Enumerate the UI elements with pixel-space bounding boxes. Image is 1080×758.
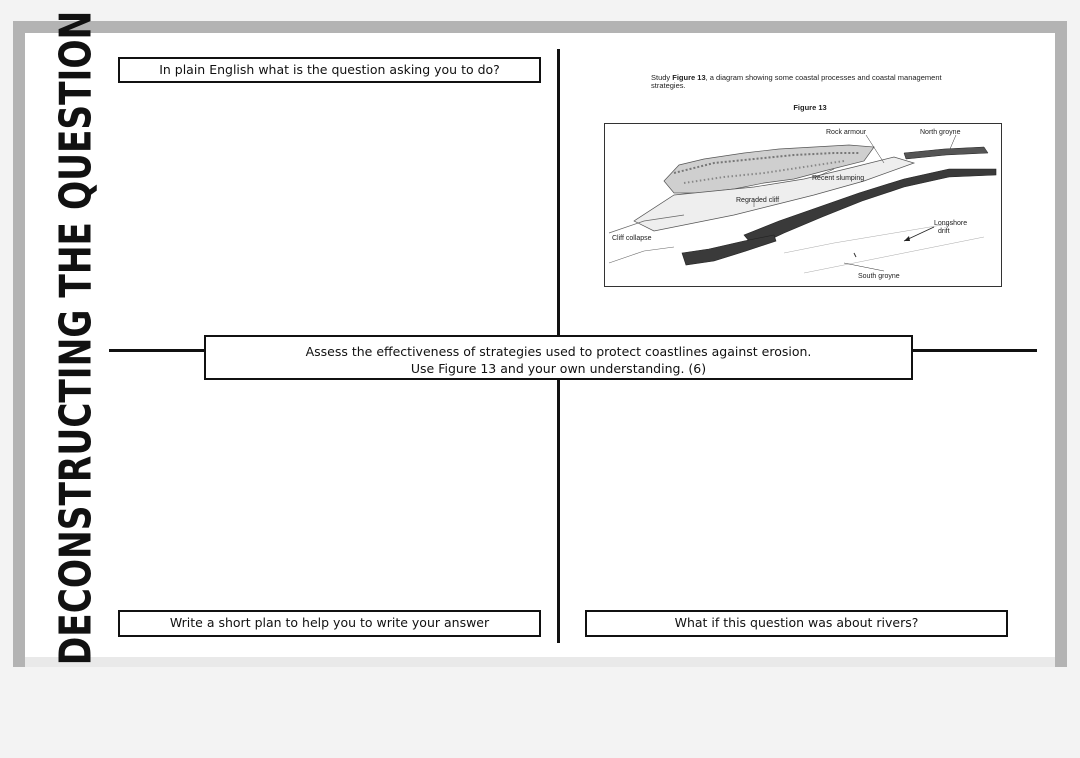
side-title-text: DECONSTRUCTING THE QUESTION [50,10,102,666]
horizontal-divider-right [912,349,1037,352]
label-regraded-cliff: Regraded cliff [736,197,780,204]
label-north-groyne: North groyne [920,129,961,136]
question-line-2: Use Figure 13 and your own understanding. (6) [410,361,707,376]
question-box [204,335,913,380]
horizontal-divider-left [109,349,206,352]
figure-intro [651,74,971,90]
prompt-rivers: What if this question was about rivers? [674,615,919,630]
figure-intro-pre: Study [651,73,673,82]
figure-intro-post: , a diagram showing some coastal processes and coastal management strategies. [651,73,942,90]
label-rock-armour: Rock armour [826,129,867,136]
prompt-box-plan [118,610,541,637]
label-cliff-collapse: Cliff collapse [612,235,652,242]
prompt-box-rivers [585,610,1008,637]
label-south-groyne: South groyne [858,273,900,280]
figure-panel [595,60,1025,295]
label-longshore: Longshore [934,220,968,227]
coastal-diagram [604,123,1002,287]
side-title [51,0,102,758]
prompt-box-plain-english [118,57,541,83]
prompt-plan: Write a short plan to help you to write your answer [169,615,490,630]
figure-intro-bold: Figure 13 [672,73,706,82]
label-drift: drift [938,228,950,235]
prompt-plain-english: In plain English what is the question asking you to do? [159,62,500,77]
figure-caption: Figure 13 [793,103,827,112]
bottom-strip [25,657,1055,667]
label-recent-slumping: Recent slumping [812,175,865,182]
question-line-1: Assess the effectiveness of strategies used to protect coastlines against erosion. [305,344,812,359]
